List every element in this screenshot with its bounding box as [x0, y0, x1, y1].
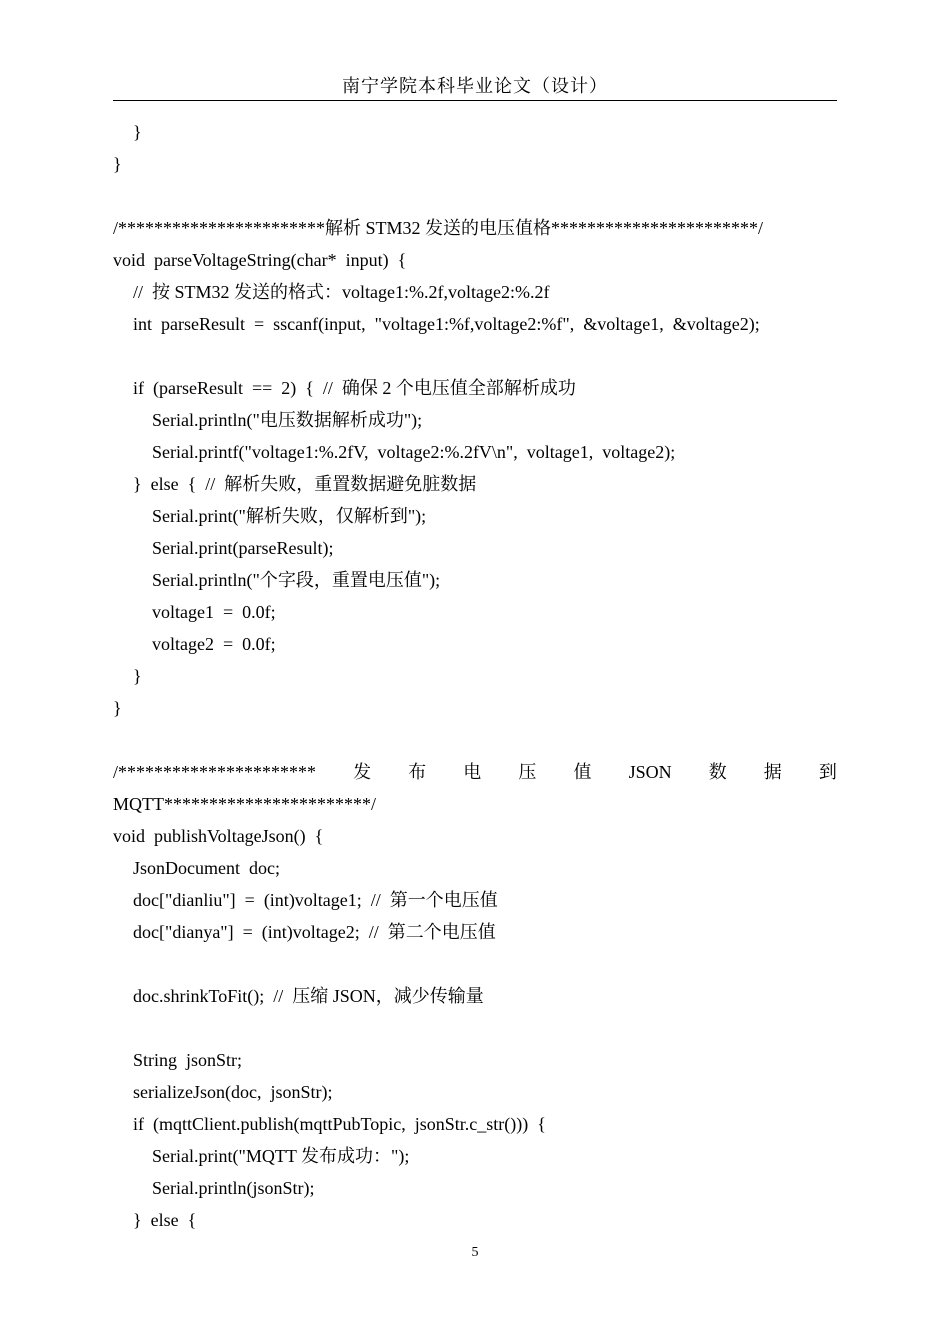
code-line: } else { // 解析失败，重置数据避免脏数据 — [133, 474, 477, 494]
code-line: Serial.println("电压数据解析成功"); — [152, 410, 423, 430]
page-number: 5 — [471, 1245, 479, 1260]
code-line: } — [113, 698, 122, 718]
code-line: Serial.print("MQTT 发布成功："); — [152, 1146, 410, 1166]
code-line: if (mqttClient.publish(mqttPubTopic, jsonStr.c_str())) { — [133, 1114, 546, 1134]
code-line: } — [133, 666, 142, 686]
code-line: Serial.print(parseResult); — [152, 538, 334, 558]
code-line: } else { — [133, 1210, 197, 1230]
header-divider — [113, 100, 837, 101]
code-line: Serial.print("解析失败，仅解析到"); — [152, 506, 427, 526]
blank-line — [113, 1012, 837, 1044]
code-line: void parseVoltageString(char* input) { — [113, 250, 407, 270]
banner-token: JSON — [628, 762, 672, 782]
code-line: serializeJson(doc, jsonStr); — [133, 1082, 333, 1102]
code-line: Serial.println("个字段，重置电压值"); — [152, 570, 441, 590]
code-line: } — [113, 154, 122, 174]
blank-line — [113, 724, 837, 756]
code-line: if (parseResult == 2) { // 确保 2 个电压值全部解析成功 — [133, 378, 576, 398]
banner-token: 电 — [463, 762, 482, 782]
code-line: Serial.println(jsonStr); — [152, 1178, 315, 1198]
blank-line — [113, 340, 837, 372]
code-comment-line: // 按 STM32 发送的格式：voltage1:%.2f,voltage2:%.2f — [133, 282, 550, 302]
banner-token: 到 — [818, 762, 837, 782]
code-line: void publishVoltageJson() { — [113, 826, 324, 846]
code-line: Serial.printf("voltage1:%.2fV, voltage2:%.2fV\n", voltage1, voltage2); — [152, 442, 676, 462]
banner-token: 数 — [708, 762, 727, 782]
code-line: } — [133, 122, 142, 142]
banner-token: 据 — [763, 762, 782, 782]
banner-token: 值 — [573, 762, 592, 782]
banner-token: /********************** — [113, 762, 317, 782]
code-line: JsonDocument doc; — [133, 858, 280, 878]
code-line: voltage2 = 0.0f; — [152, 634, 276, 654]
comment-banner-parse: /***********************解析 STM32 发送的电压值格***********************/ — [113, 218, 764, 238]
code-listing — [113, 116, 837, 1236]
code-line: voltage1 = 0.0f; — [152, 602, 276, 622]
banner-token: 压 — [518, 762, 537, 782]
comment-banner-publish — [113, 756, 837, 788]
banner-token: 发 — [353, 762, 372, 782]
code-line: int parseResult = sscanf(input, "voltage1:%f,voltage2:%f", &voltage1, &voltage2); — [133, 314, 760, 334]
banner-token: 布 — [408, 762, 427, 782]
code-line: String jsonStr; — [133, 1050, 243, 1070]
comment-banner-publish-end: MQTT***********************/ — [113, 794, 376, 814]
blank-line — [113, 948, 837, 980]
code-line: doc.shrinkToFit(); // 压缩 JSON，减少传输量 — [133, 986, 484, 1006]
blank-line — [113, 180, 837, 212]
code-line: doc["dianliu"] = (int)voltage1; // 第一个电压值 — [133, 890, 498, 910]
code-line: doc["dianya"] = (int)voltage2; // 第二个电压值 — [133, 922, 496, 942]
page-header-title: 南宁学院本科毕业论文（设计） — [342, 76, 608, 96]
